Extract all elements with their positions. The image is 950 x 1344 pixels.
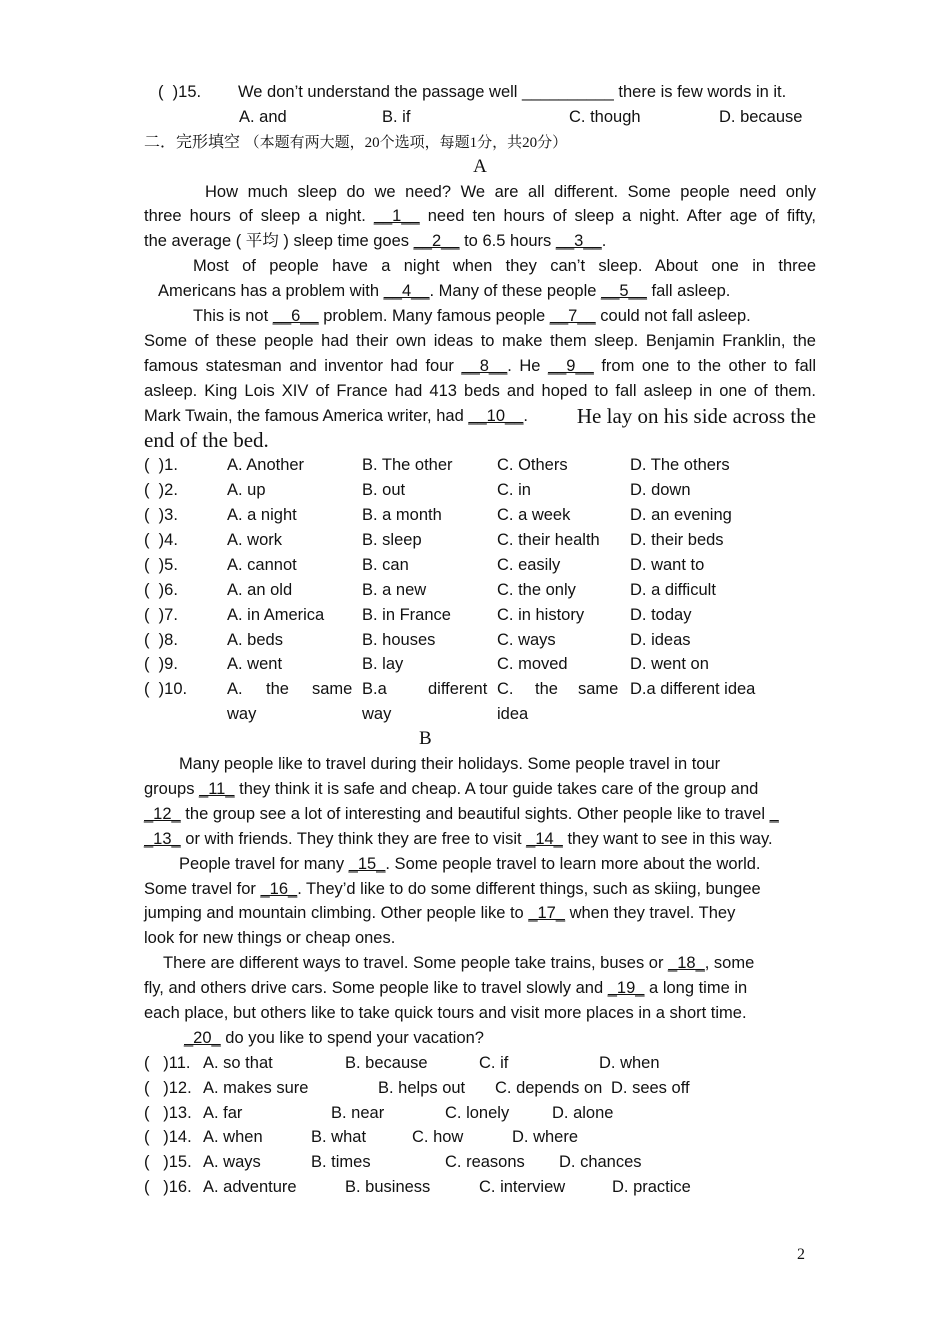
passage-b-line: _20_ do you like to spend your vacation? (184, 1028, 484, 1047)
blank-1: __1__ (373, 207, 420, 226)
passage-b-line: each place, but others like to take quick tours and visit more places in a short time. (144, 1003, 747, 1022)
option-a: A. makes sure (203, 1078, 309, 1097)
question-number: ( )14. (144, 1128, 192, 1147)
question-row (144, 453, 816, 478)
option-d: D. chances (559, 1153, 642, 1172)
question-row (144, 503, 816, 528)
option-a-part: same (312, 680, 353, 699)
option-d: D. where (512, 1128, 579, 1147)
question-number: ( )15. (158, 83, 202, 101)
blank-9: __9__ (547, 356, 594, 375)
question-row (144, 1125, 816, 1150)
option-c-part: C. (497, 680, 514, 699)
option-a: A. when (203, 1128, 263, 1147)
passage-b-line: Many people like to travel during their holidays. Some people travel in tour (179, 755, 721, 774)
option-d: D. The others (630, 456, 730, 475)
blank-20: _20_ (184, 1028, 221, 1047)
option-b: B. if (382, 107, 411, 126)
question-number: ( )6. (144, 580, 178, 599)
option-a: A. far (203, 1103, 243, 1122)
option-d: D. because (719, 107, 803, 126)
option-b: B. out (362, 481, 406, 500)
question-number: ( )16. (144, 1178, 192, 1197)
section-heading (144, 130, 816, 155)
option-c: C. lonely (445, 1103, 510, 1122)
option-b: B. a month (362, 506, 442, 525)
passage-a-line: asleep. King Lois XIV of France had 413 beds and hoped to fall asleep in one of them. (144, 381, 816, 400)
blank-3: __3__ (555, 232, 602, 251)
option-a: A. adventure (203, 1178, 297, 1197)
passage-b-label: B (419, 728, 432, 750)
passage-b-line: _13_ or with friends. They think they are free to visit _14_ they want to see in this way. (144, 829, 773, 848)
question-number: ( )13. (144, 1103, 192, 1122)
page-number: 2 (797, 1246, 805, 1263)
question-row (144, 652, 816, 677)
question-stem: We don’t understand the passage well __________ there is few words in it. (238, 83, 787, 101)
option-b: B. lay (362, 655, 404, 674)
option-c: C. interview (479, 1178, 566, 1197)
passage-b-line: jumping and mountain climbing. Other people like to _17_ when they travel. They (144, 904, 736, 923)
option-d: D. alone (552, 1103, 614, 1122)
option-c: C. easily (497, 555, 561, 574)
option-b: B. in France (362, 605, 451, 624)
passage-a-line: famous statesman and inventor had four __8__. He __9__ from one to the other to fall (144, 356, 816, 375)
blank-17: _17_ (528, 904, 566, 923)
option-a-part: A. (227, 680, 243, 699)
option-d: D. their beds (630, 531, 724, 550)
option-c-part: idea (497, 705, 529, 724)
passage-b-line: _12_ the group see a lot of interesting and beautiful sights. Other people like to travel _ (144, 804, 779, 823)
question-row (144, 1076, 816, 1101)
question-number: ( )3. (144, 506, 178, 525)
question-number: ( )2. (144, 481, 178, 500)
option-a: A. and (239, 107, 287, 126)
option-d: D. when (599, 1053, 660, 1072)
passage-b-line: People travel for many _15_. Some people travel to learn more about the world. (179, 854, 761, 873)
passage-a-line: How much sleep do we need? We are all different. Some people need only (205, 182, 816, 201)
option-b: B. business (345, 1178, 431, 1197)
option-c: C. though (569, 107, 641, 126)
passage-b-line: Some travel for _16_. They’d like to do some different things, such as skiing, bungee (144, 879, 761, 898)
section-note: （本题有两大题，20个选项，每题1分，共20分） (244, 134, 568, 151)
option-c: C. their health (497, 531, 600, 550)
option-a: A. cannot (227, 555, 297, 574)
option-b: B. houses (362, 630, 436, 649)
option-a: A. an old (227, 580, 293, 599)
option-b: B. a new (362, 580, 427, 599)
blank-6: __6__ (272, 307, 319, 326)
passage-b-questions (144, 1051, 816, 1200)
option-c: C. if (479, 1053, 509, 1072)
blank-2: __2__ (413, 232, 460, 251)
question-10 (144, 677, 816, 702)
question-number: ( )5. (144, 555, 178, 574)
question-row (144, 578, 816, 603)
option-a: A. up (227, 481, 266, 500)
option-b: B. near (331, 1103, 385, 1122)
option-a: A. Another (227, 456, 305, 475)
option-d: D. a difficult (630, 580, 716, 599)
question-number: ( )7. (144, 605, 178, 624)
option-d: D.a different idea (630, 680, 756, 699)
option-d: D. down (630, 481, 691, 500)
passage-a-line: the average ( 平均 ) sleep time goes __2__ to 6.5 hours __3__. (144, 232, 607, 251)
question-row (144, 553, 816, 578)
blank-13: _13_ (144, 829, 181, 848)
option-d: D. sees off (611, 1078, 690, 1097)
question-number: ( )12. (144, 1078, 192, 1097)
question-row (144, 628, 816, 653)
exam-page (144, 80, 816, 1200)
option-d: D. want to (630, 555, 705, 574)
question-number: ( )4. (144, 531, 178, 550)
question-row (144, 1175, 816, 1200)
passage-b-line: fly, and others drive cars. Some people like to travel slowly and _19_ a long time in (144, 979, 748, 998)
passage-a-line: Mark Twain, the famous America writer, had __10__. He lay on his side across the (144, 403, 816, 428)
option-b-part: way (362, 705, 392, 724)
question-row (144, 528, 816, 553)
option-b: B. because (345, 1053, 428, 1072)
option-b: B. helps out (378, 1078, 466, 1097)
passage-a-questions (144, 453, 816, 677)
blank-10: __10__ (468, 406, 524, 425)
blank-15: _15_ (348, 854, 386, 873)
option-b: B. can (362, 555, 409, 574)
blank-5: __5__ (601, 282, 647, 301)
question-number: ( )1. (144, 456, 178, 475)
blank-12: _12_ (144, 804, 181, 823)
passage-a-label: A (473, 155, 487, 177)
question-number: ( )8. (144, 630, 178, 649)
passage-a-line: three hours of sleep a night. __1__ need ten hours of sleep a night. After age of fifty, (144, 207, 816, 226)
option-a: A. so that (203, 1053, 273, 1072)
option-c: C. depends on (495, 1078, 603, 1097)
blank-14: _14_ (526, 829, 563, 848)
blank-4: __4__ (383, 282, 430, 301)
passage-a-line: end of the bed. (144, 428, 269, 453)
option-d: D. an evening (630, 506, 732, 525)
option-a-part: the (266, 680, 289, 699)
question-15-options (144, 105, 816, 130)
option-a: A. in America (227, 605, 325, 624)
option-a: A. work (227, 531, 283, 550)
passage-a-line: Most of people have a night when they can’t sleep. About one in three (193, 257, 816, 276)
option-c: C. in (497, 481, 531, 500)
option-c: C. how (412, 1128, 464, 1147)
question-10-wrap (144, 702, 816, 727)
option-b: B. times (311, 1153, 371, 1172)
option-c: C. a week (497, 506, 571, 525)
passage-b-line: groups _11_ they think it is safe and cheap. A tour guide takes care of the group and (144, 779, 759, 798)
option-a: A. went (227, 655, 283, 674)
question-row (144, 1051, 816, 1076)
option-b: B. sleep (362, 531, 422, 550)
option-c: C. Others (497, 456, 568, 475)
blank-18: _18_ (668, 954, 705, 973)
option-a: A. ways (203, 1153, 261, 1172)
question-15-stem (144, 80, 816, 105)
option-d: D. went on (630, 655, 709, 674)
question-row (144, 603, 816, 628)
option-c: C. reasons (445, 1153, 525, 1172)
question-number: ( )9. (144, 655, 178, 674)
option-b: B. what (311, 1128, 367, 1147)
blank-11: _11_ (199, 779, 235, 798)
option-d: D. practice (612, 1178, 691, 1197)
blank-16: _16_ (260, 879, 298, 898)
question-number: ( )11. (144, 1053, 191, 1072)
option-c: C. the only (497, 580, 576, 599)
question-number: ( )15. (144, 1153, 192, 1172)
question-row (144, 478, 816, 503)
blank-19: _19_ (607, 979, 645, 998)
option-a: A. beds (227, 630, 283, 649)
option-c: C. ways (497, 630, 556, 649)
passage-b-line: There are different ways to travel. Some people take trains, buses or _18_, some (163, 954, 755, 973)
passage-a-line: Americans has a problem with __4__. Many of these people __5__ fall asleep. (158, 282, 731, 301)
option-b-part: B.a (362, 680, 387, 699)
option-c: C. in history (497, 605, 585, 624)
passage-b-line: look for new things or cheap ones. (144, 929, 396, 948)
blank-8: __8__ (461, 356, 508, 375)
option-c: C. moved (497, 655, 568, 674)
option-d: D. today (630, 605, 692, 624)
question-row (144, 1101, 816, 1126)
passage-a-line: This is not __6__ problem. Many famous people __7__ could not fall asleep. (193, 307, 751, 326)
option-d: D. ideas (630, 630, 691, 649)
option-b-part: different (428, 680, 488, 699)
blank-7: __7__ (549, 307, 596, 326)
option-c-part: same (578, 680, 619, 699)
option-a: A. a night (227, 506, 297, 525)
passage-a-line: Some of these people had their own ideas to make them sleep. Benjamin Franklin, the (144, 331, 816, 350)
option-c-part: the (535, 680, 558, 699)
question-row (144, 1150, 816, 1175)
section-title: 二．完形填空 (144, 131, 241, 151)
option-a-part: way (227, 705, 257, 724)
question-number: ( )10. (144, 680, 188, 699)
option-b: B. The other (362, 456, 453, 475)
